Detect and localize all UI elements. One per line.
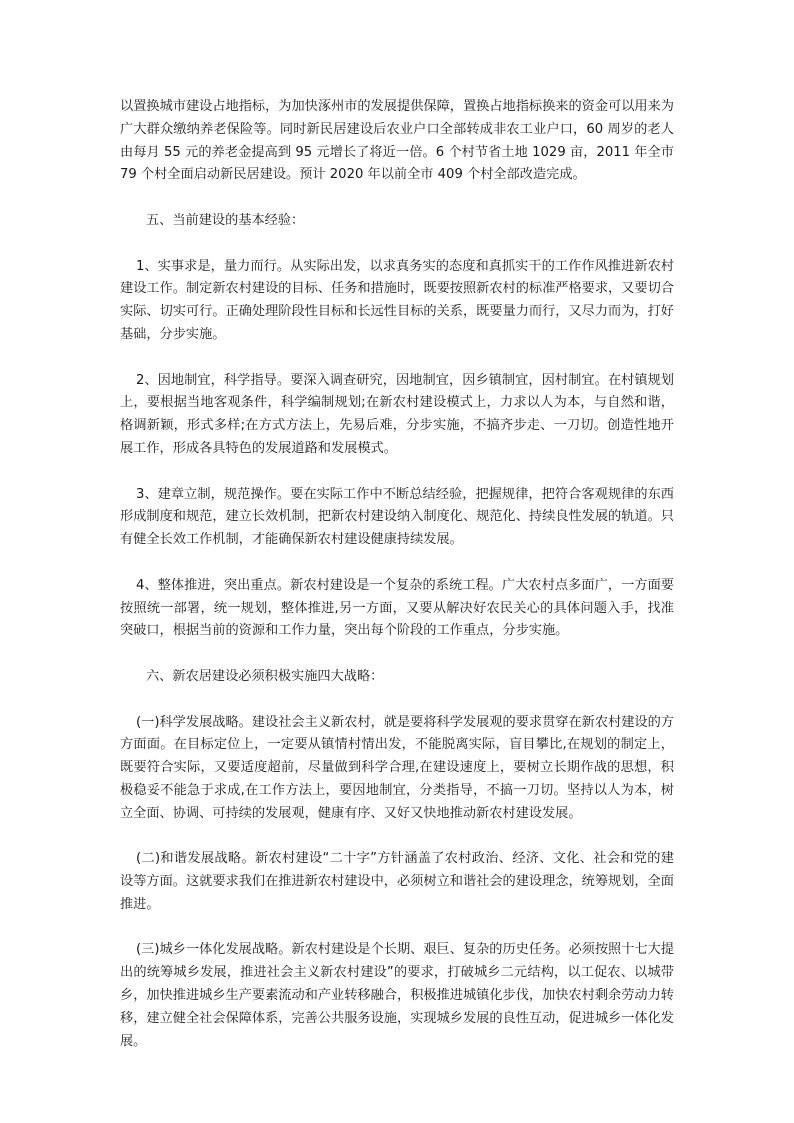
section5-heading: 五、当前建设的基本经验： [146, 212, 305, 228]
section6-item-1: (一)科学发展战略。建设社会主义新农村，就是要将科学发展观的要求贯穿在新农村建设的方方面面。在目标定位上，一定要从镇情村情出发，不能脱离实际，盲目攀比,在规划的制定上，既要符合实际，又要适度超前，尽量做到科学合理,在建设速度上，要树立长期作战的思想，积极稳妥不能急于求成,在工作方法上，要因地制宜，分类指导，不搞一刀切。坚持以人为本，树立全面、协调、可持续的发展观，健康有序、又好又快地推动新农村建设发展。 [120, 714, 674, 821]
section6-item-2: (二)和谐发展战略。新农村建设“二十字”方针涵盖了农村政治、经济、文化、社会和党的建设等方面。这就要求我们在推进新农村建设中，必须树立和谐社会的建设理念，统筹规划，全面推进。 [120, 851, 674, 912]
section5-item-4: 4、整体推进，突出重点。新农村建设是一个复杂的系统工程。广大农村点多面广，一方面要按照统一部署，统一规划，整体推进,另一方面，又要从解决好农民关心的具体问题入手，找准突破口，根据当前的资源和工作力量，突出每个阶段的工作重点，分步实施。 [120, 577, 674, 639]
document-body [120, 96, 674, 1053]
section6-item-3: (三)城乡一体化发展战略。新农村建设是个长期、艰巨、复杂的历史任务。必须按照十七大提出的统筹城乡发展，推进社会主义新农村建设”的要求，打破城乡二元结构，以工促农、以城带乡，加快推进城乡生产要素流动和产业转移融合，积极推进城镇化步伐，加快农村剩余劳动力转移，建立健全社会保障体系，完善公共服务设施，实现城乡发展的良性互动，促进城乡一体化发展。 [120, 942, 674, 1049]
section5-item-2: 2、因地制宜，科学指导。要深入调查研究，因地制宜，因乡镇制宜，因村制宜。在村镇规划上，要根据当地客观条件，科学编制规划;在新农村建设模式上，力求以人为本，与自然和谐，格调新颖，形式多样;在方式方法上，先易后难，分步实施，不搞齐步走、一刀切。创造性地开展工作，形成各具特色的发展道路和发展模式。 [120, 372, 674, 456]
section5-item-1: 1、实事求是，量力而行。从实际出发，以求真务实的态度和真抓实干的工作作风推进新农村建设工作。制定新农村建设的目标、任务和措施时，既要按照新农村的标准严格要求，又要切合实际、切实可行。正确处理阶段性目标和长远性目标的关系，既要量力而行，又尽力而为，打好基础，分步实施。 [120, 258, 674, 342]
section6-heading: 六、新农居建设必须积极实施四大战略： [146, 668, 384, 684]
intro-paragraph: 以置换城市建设占地指标，为加快涿州市的发展提供保障，置换占地指标换来的资金可以用来为广大群众缴纳养老保险等。同时新民居建设后农业户口全部转成非农工业户口，60 周岁的老人由每月 55 元的养老金提高到 95 元增长了将近一倍。6 个村节省土地 1029 亩，2011 年全市 79 个村全面启动新民居建设。预计 2020 年以前全市 409 个村全部改造完成。 [120, 99, 674, 183]
section5-item-3: 3、建章立制，规范操作。要在实际工作中不断总结经验，把握规律，把符合客观规律的东西形成制度和规范，建立长效机制，把新农村建设纳入制度化、规范化、持续良性发展的轨道。只有健全长效工作机制，才能确保新农村建设健康持续发展。 [120, 486, 674, 548]
